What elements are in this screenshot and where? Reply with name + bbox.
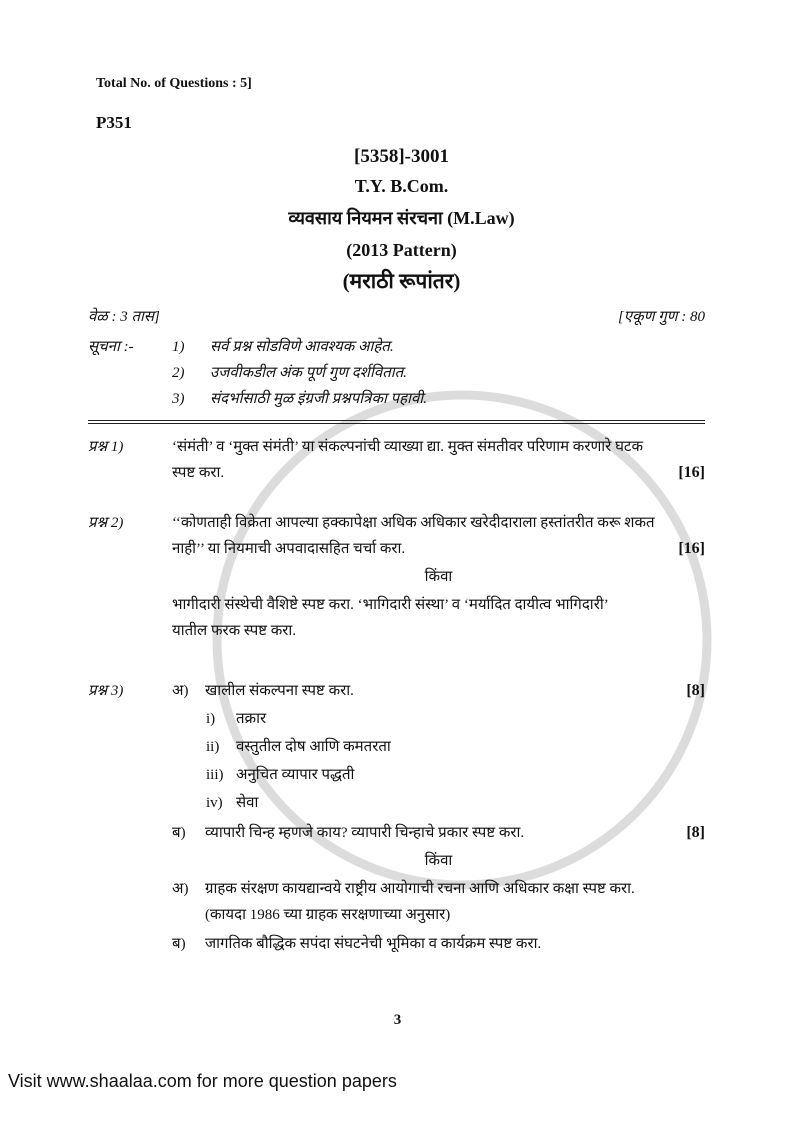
q1-text: ‘संमंती’ व ‘मुक्त संमंती’ या संकल्पनांची व्याख्या द्या. मुक्त संमतीवर परिणाम करणारे घटक <box>172 439 644 455</box>
instruction-num: 2) <box>172 365 185 381</box>
instruction-text: सर्व प्रश्न सोडविणे आवश्यक आहेत. <box>210 339 394 355</box>
q1-label: प्रश्न 1) <box>88 439 124 455</box>
q3-or: किंवा <box>424 853 453 869</box>
version: (मराठी रूपांतर) <box>342 269 461 293</box>
sub-num: iv) <box>206 795 223 811</box>
instruction-text: उजवीकडील अंक पूर्ण गुण दर्शवितात. <box>210 365 407 381</box>
instructions <box>88 334 705 412</box>
question-3 <box>88 678 705 957</box>
q3a-text: खालील संकल्पना स्पष्ट करा. <box>205 683 354 699</box>
q3b-text: व्यापारी चिन्ह म्हणजे काय? व्यापारी चिन्हाचे प्रकार स्पष्ट करा. <box>205 825 525 841</box>
instruction-num: 1) <box>172 339 185 355</box>
q2-marks: [16] <box>678 540 705 557</box>
q2-or: किंवा <box>424 569 453 585</box>
sub-text: तक्रार <box>236 711 267 727</box>
course: T.Y. B.Com. <box>354 176 449 196</box>
sub-item <box>206 734 705 760</box>
q3-alt-b-label: ब) <box>172 936 186 952</box>
q2-alt-text: यातील फरक स्पष्ट करा. <box>172 623 297 639</box>
q2-text: नाही’’ या नियमाची अपवादासहित चर्चा करा. <box>172 541 406 557</box>
q1-marks: [16] <box>678 464 705 481</box>
q3-label: प्रश्न 3) <box>88 683 124 699</box>
paper-code: P351 <box>96 113 132 132</box>
q3-alt-a-text: ग्राहक संरक्षण कायद्यान्वये राष्ट्रीय आयोगाची रचना आणि अधिकार कक्षा स्पष्ट करा. <box>205 881 635 897</box>
question-2 <box>88 510 705 644</box>
footer-link[interactable]: Visit www.shaalaa.com for more question papers <box>8 1071 397 1091</box>
total-marks: [एकूण गुण : 80 <box>617 309 705 325</box>
total-questions: Total No. of Questions : 5] <box>96 76 252 91</box>
sub-item <box>206 706 705 732</box>
q3-alt-b-text: जागतिक बौद्धिक सपंदा संघटनेची भूमिका व कार्यक्रम स्पष्ट करा. <box>205 936 542 952</box>
q2-label: प्रश्न 2) <box>88 515 124 531</box>
exam-code: [5358]-3001 <box>354 146 449 167</box>
q3-alt-a-label: अ) <box>172 881 189 897</box>
q3b-label: ब) <box>172 825 186 841</box>
q3a-label: अ) <box>172 683 189 699</box>
subject: व्यवसाय नियमन संरचना (M.Law) <box>288 208 515 228</box>
question-1 <box>88 434 705 486</box>
instruction-num: 3) <box>172 391 185 407</box>
divider <box>88 420 705 424</box>
instruction-item <box>172 360 705 386</box>
q3b-marks: [8] <box>686 824 705 841</box>
instruction-item <box>172 386 705 412</box>
instructions-label: सूचना :- <box>88 339 134 355</box>
q2-alt-text: भागीदारी संस्थेची वैशिष्टे स्पष्ट करा. ‘भागिदारी संस्था’ व ‘मर्यादित दायीत्व भागिदारी’ <box>172 597 609 613</box>
sub-text: वस्तुतील दोष आणि कमतरता <box>236 739 391 755</box>
sub-num: ii) <box>206 739 220 755</box>
q2-text: ‘‘कोणताही विक्रेता आपल्या हक्कापेक्षा अधिक अधिकार खरेदीदाराला हस्तांतरीत करू शकत <box>172 515 655 531</box>
sub-text: सेवा <box>236 795 259 811</box>
q3-alt-a-text: (कायदा 1986 च्या ग्राहक सरक्षणाच्या अनुसार) <box>205 907 451 923</box>
time-allowed: वेळ : 3 तास] <box>88 309 160 325</box>
q1-text: स्पष्ट करा. <box>172 465 225 481</box>
instruction-text: संदर्भासाठी मुळ इंग्रजी प्रश्नपत्रिका पहावी. <box>210 391 427 407</box>
sub-num: iii) <box>206 767 224 783</box>
q3a-marks: [8] <box>686 682 705 699</box>
sub-text: अनुचित व्यापार पद्धती <box>236 767 355 783</box>
meta-row <box>88 304 705 330</box>
page-number: 3 <box>393 1012 402 1028</box>
sub-item <box>206 790 705 816</box>
instruction-item <box>172 334 705 360</box>
sub-num: i) <box>206 711 216 727</box>
exam-page <box>88 75 705 1033</box>
pattern: (2013 Pattern) <box>346 240 457 260</box>
sub-item <box>206 762 705 788</box>
